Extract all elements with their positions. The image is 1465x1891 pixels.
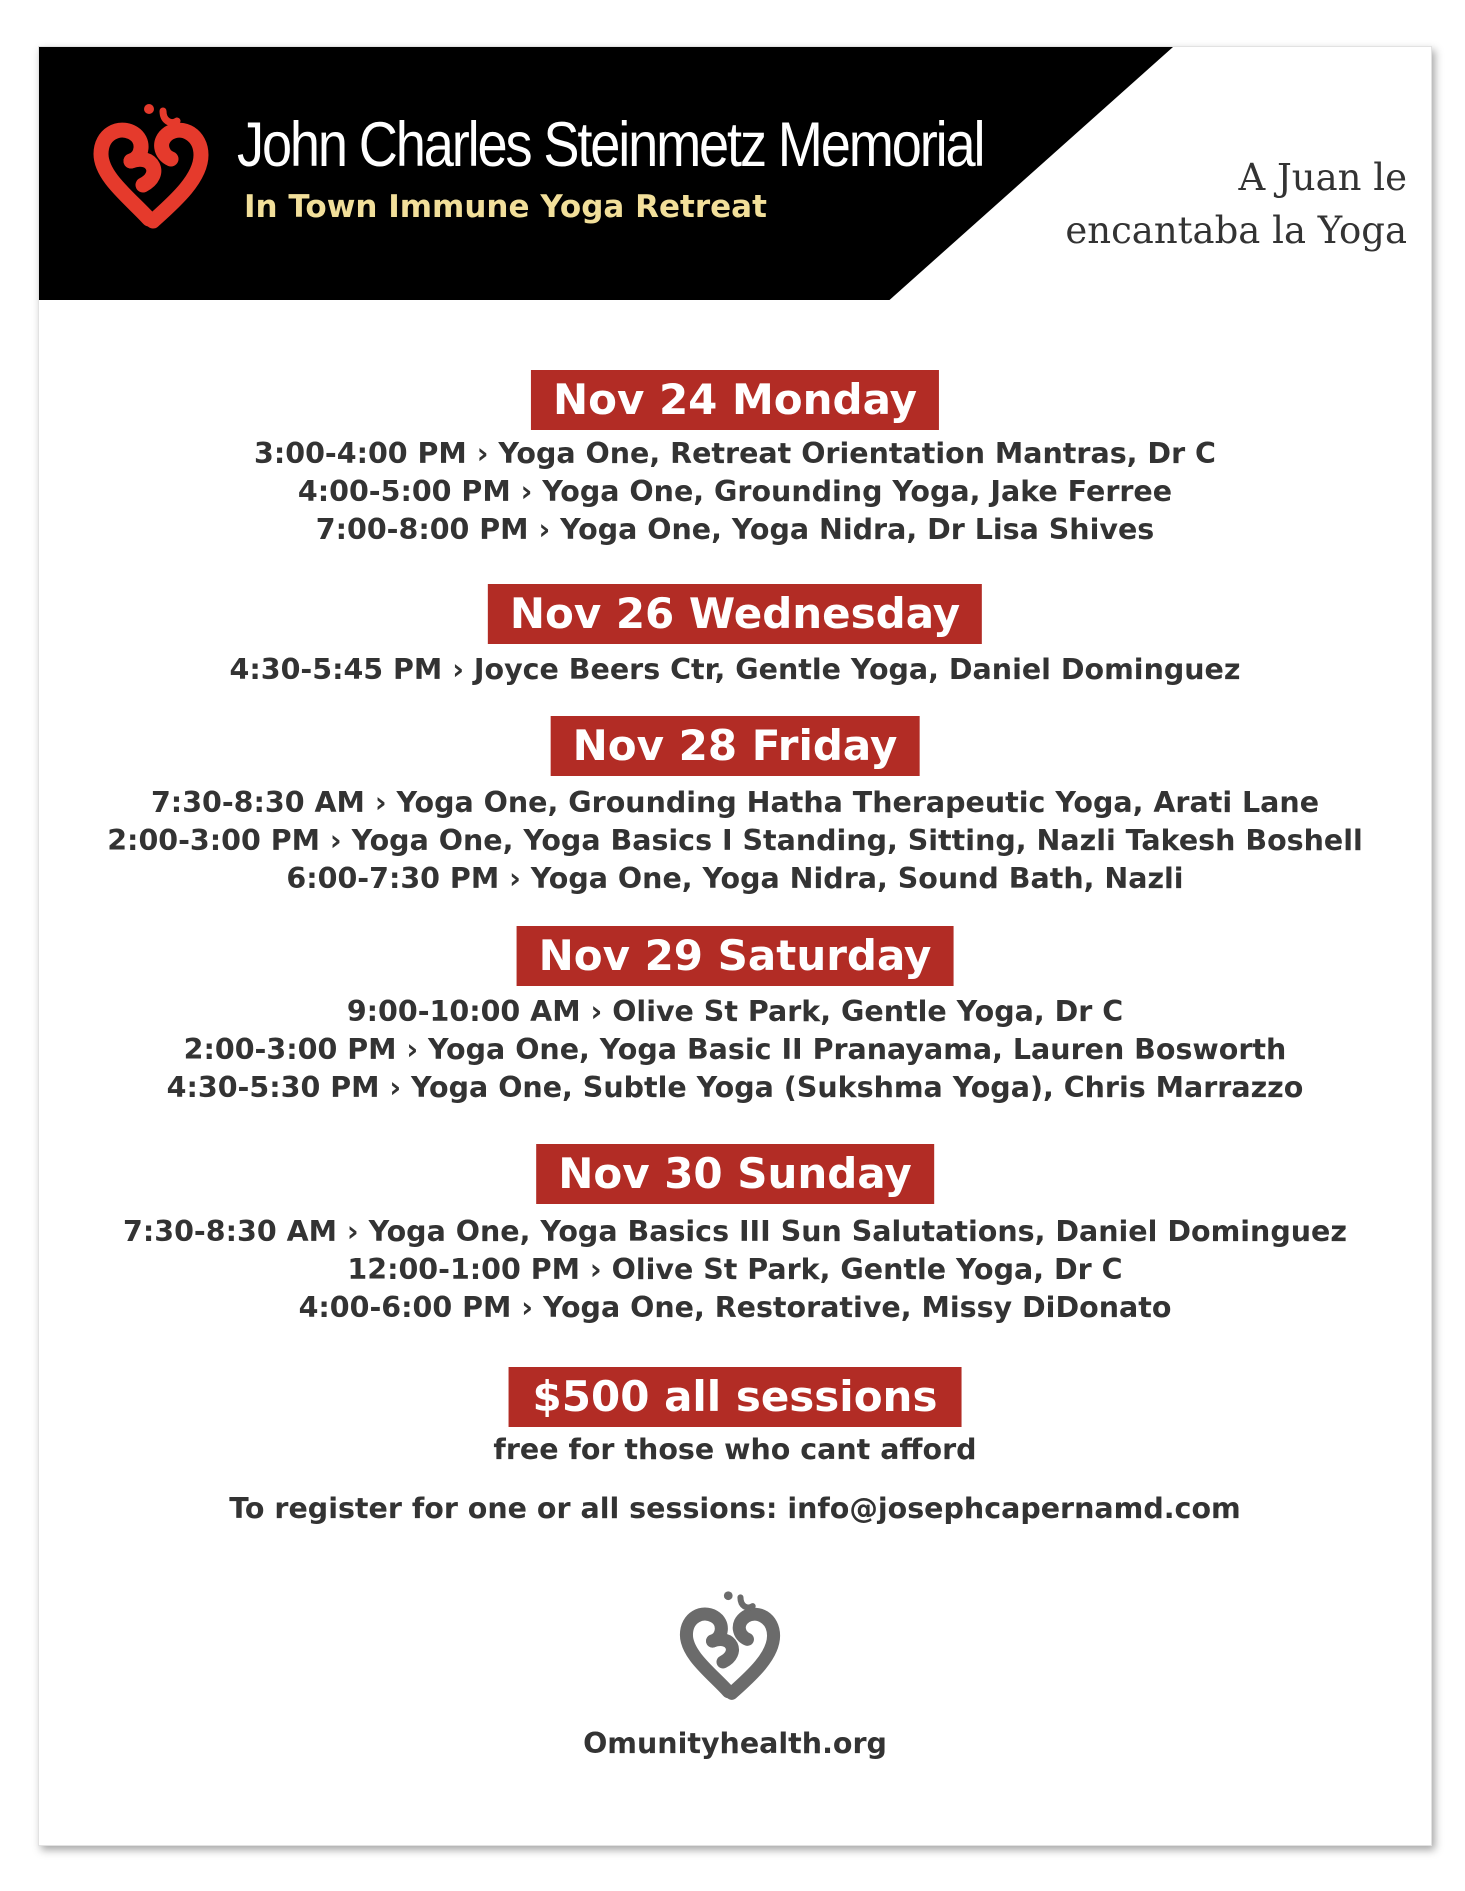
day-heading: Nov 29 Saturday — [517, 926, 954, 986]
session-line: 4:00-6:00 PM › Yoga One, Restorative, Missy DiDonato — [298, 1291, 1172, 1324]
session-line: 9:00-10:00 AM › Olive St Park, Gentle Yoga, Dr C — [346, 995, 1124, 1028]
tagline — [1065, 151, 1407, 257]
tagline-line: encantaba la Yoga — [1065, 209, 1407, 252]
day-heading: Nov 30 Sunday — [536, 1144, 934, 1204]
session-line: 3:00-4:00 PM › Yoga One, Retreat Orientation Mantras, Dr C — [254, 437, 1216, 470]
session-line: 4:00-5:00 PM › Yoga One, Grounding Yoga, Jake Ferree — [297, 475, 1173, 508]
session-line: 2:00-3:00 PM › Yoga One, Yoga Basic II Pranayama, Lauren Bosworth — [183, 1033, 1287, 1066]
session-line: 6:00-7:30 PM › Yoga One, Yoga Nidra, Sound Bath, Nazli — [286, 862, 1184, 895]
day-heading: Nov 26 Wednesday — [488, 584, 982, 644]
website-link[interactable]: Omunityhealth.org — [583, 1727, 887, 1760]
day-heading: Nov 28 Friday — [551, 716, 920, 776]
free-note: free for those who cant afford — [493, 1433, 977, 1466]
event-subtitle: In Town Immune Yoga Retreat — [244, 189, 767, 225]
day-heading: Nov 24 Monday — [531, 370, 939, 430]
om-heart-icon — [91, 99, 211, 239]
price-badge: $500 all sessions — [509, 1367, 962, 1427]
session-line: 4:30-5:30 PM › Yoga One, Subtle Yoga (Sukshma Yoga), Chris Marrazzo — [166, 1071, 1304, 1104]
om-heart-icon — [675, 1587, 785, 1709]
session-line: 7:30-8:30 AM › Yoga One, Yoga Basics III Sun Salutations, Daniel Dominguez — [123, 1215, 1347, 1248]
session-line: 12:00-1:00 PM › Olive St Park, Gentle Yoga, Dr C — [347, 1253, 1123, 1286]
event-title: John Charles Steinmetz Memorial — [237, 110, 984, 180]
tagline-line: A Juan le — [1238, 156, 1407, 199]
session-line: 2:00-3:00 PM › Yoga One, Yoga Basics I Standing, Sitting, Nazli Takesh Boshell — [107, 824, 1363, 857]
session-line: 4:30-5:45 PM › Joyce Beers Ctr, Gentle Yoga, Daniel Dominguez — [229, 653, 1241, 686]
session-line: 7:30-8:30 AM › Yoga One, Grounding Hatha Therapeutic Yoga, Arati Lane — [150, 786, 1320, 819]
flyer-page — [38, 46, 1432, 1846]
session-line: 7:00-8:00 PM › Yoga One, Yoga Nidra, Dr Lisa Shives — [315, 513, 1155, 546]
register-info: To register for one or all sessions: info@josephcapernamd.com — [229, 1492, 1241, 1525]
